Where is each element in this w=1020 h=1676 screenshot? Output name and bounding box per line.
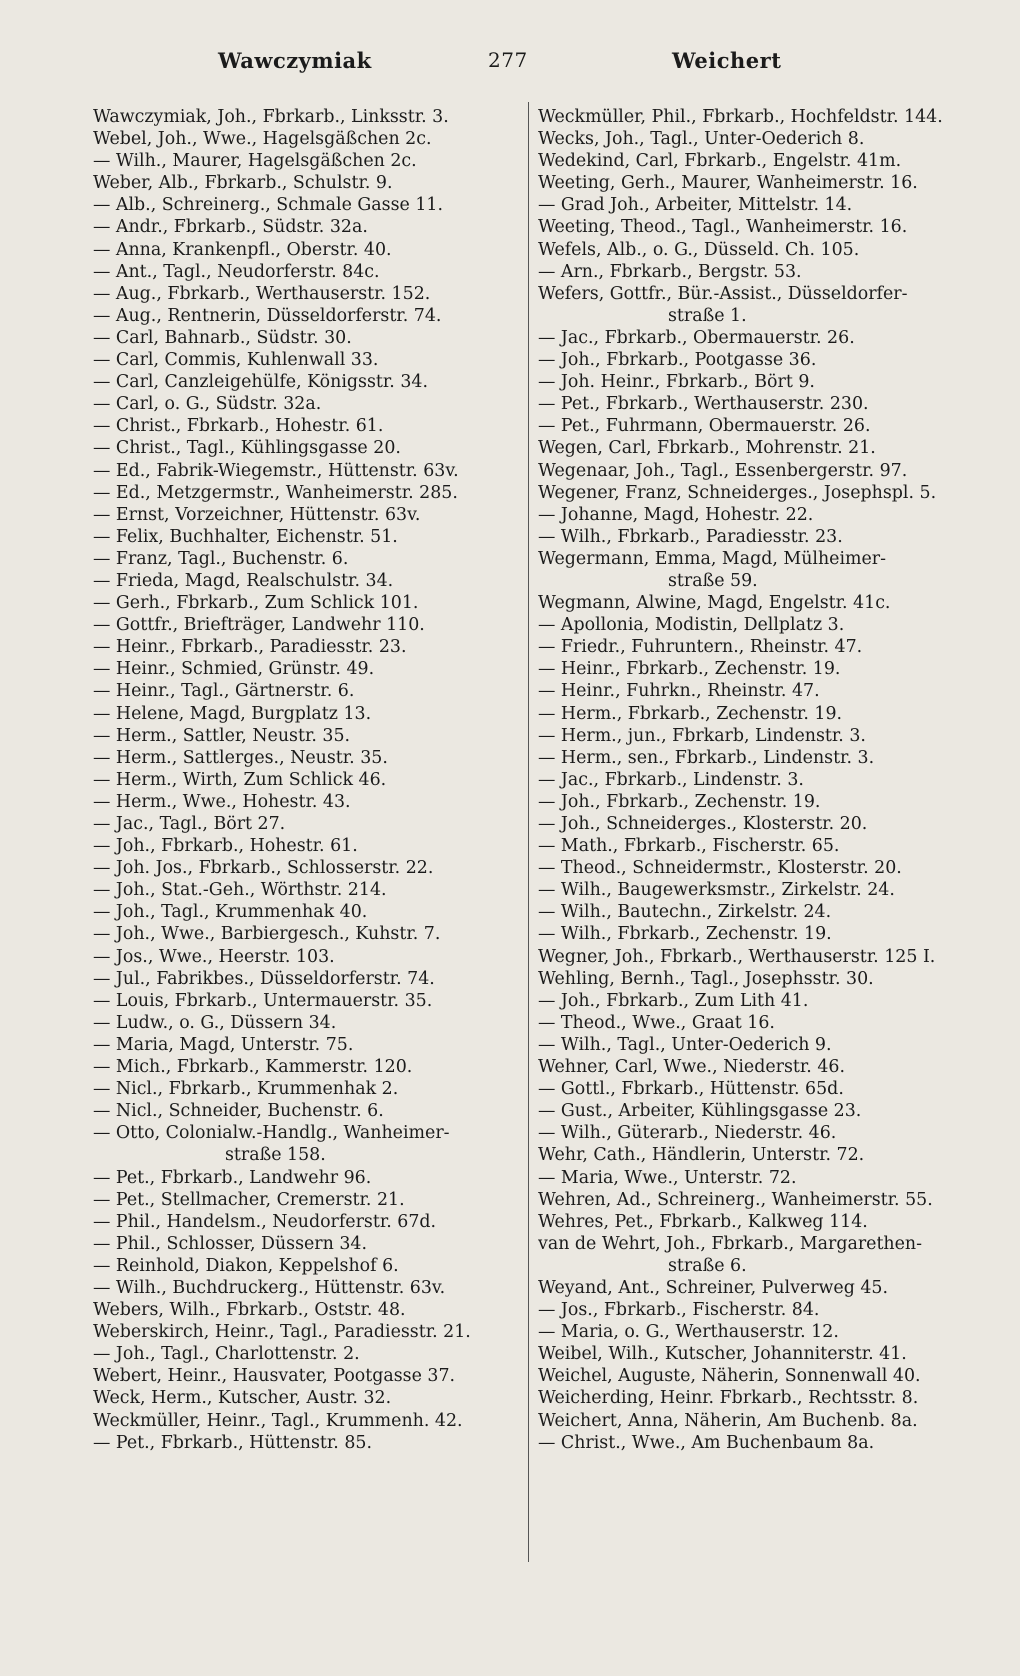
directory-entry: — Louis, Fbrkarb., Untermauerstr. 35.	[93, 990, 433, 1011]
directory-entry: — Gottfr., Briefträger, Landwehr 110.	[93, 615, 425, 636]
directory-entry: — Christ., Wwe., Am Buchenbaum 8a.	[538, 1432, 875, 1453]
directory-entry: — Joh., Wwe., Barbiergesch., Kuhstr. 7.	[93, 924, 441, 945]
directory-entry: — Arn., Fbrkarb., Bergstr. 53.	[538, 261, 802, 282]
directory-entry: — Wilh., Fbrkarb., Paradiesstr. 23.	[538, 526, 843, 547]
directory-entry: Weichert, Anna, Näherin, Am Buchenb. 8a.	[538, 1410, 918, 1431]
directory-entry: — Jac., Fbrkarb., Lindenstr. 3.	[538, 769, 804, 790]
directory-entry: — Otto, Colonialw.-Handlg., Wanheimer-	[93, 1123, 450, 1144]
directory-entry: Weckmüller, Heinr., Tagl., Krummenh. 42.	[93, 1410, 463, 1431]
directory-entry: Weichel, Auguste, Näherin, Sonnenwall 40.	[538, 1366, 921, 1387]
directory-entry: — Joh., Tagl., Krummenhak 40.	[93, 902, 368, 923]
directory-entry: — Gottl., Fbrkarb., Hüttenstr. 65d.	[538, 1079, 844, 1100]
directory-entry: — Herm., sen., Fbrkarb., Lindenstr. 3.	[538, 747, 875, 768]
directory-entry: — Anna, Krankenpfl., Oberstr. 40.	[93, 239, 392, 260]
directory-entry: — Reinhold, Diakon, Keppelshof 6.	[93, 1255, 399, 1276]
directory-entry: — Jul., Fabrikbes., Düsseldorferstr. 74.	[93, 968, 435, 989]
directory-entry: — Grad Joh., Arbeiter, Mittelstr. 14.	[538, 195, 853, 216]
directory-entry: Weber, Alb., Fbrkarb., Schulstr. 9.	[93, 173, 393, 194]
directory-entry: — Heinr., Fuhrkn., Rheinstr. 47.	[538, 681, 820, 702]
directory-entry: — Herm., Sattlerges., Neustr. 35.	[93, 747, 388, 768]
directory-entry: — Andr., Fbrkarb., Südstr. 32a.	[93, 217, 368, 238]
directory-entry: — Pet., Fbrkarb., Werthauserstr. 230.	[538, 394, 869, 415]
directory-entry: — Christ., Fbrkarb., Hohestr. 61.	[93, 416, 384, 437]
directory-entry: Wefers, Gottfr., Bür.-Assist., Düsseldorfer-	[538, 283, 908, 304]
directory-entry: — Joh., Fbrkarb., Zechenstr. 19.	[538, 791, 821, 812]
directory-entry: — Jos., Wwe., Heerstr. 103.	[93, 946, 335, 967]
directory-entry: — Felix, Buchhalter, Eichenstr. 51.	[93, 526, 398, 547]
directory-entry: — Gust., Arbeiter, Kühlingsgasse 23.	[538, 1101, 862, 1122]
directory-entry: — Joh. Heinr., Fbrkarb., Bört 9.	[538, 372, 815, 393]
right-column	[538, 106, 990, 1454]
directory-entry: Wefels, Alb., o. G., Düsseld. Ch. 105.	[538, 239, 860, 260]
directory-entry: — Gerh., Fbrkarb., Zum Schlick 101.	[93, 593, 419, 614]
directory-entry: — Frieda, Magd, Realschulstr. 34.	[93, 570, 394, 591]
directory-entry: Weeting, Gerh., Maurer, Wanheimerstr. 16.	[538, 173, 918, 194]
directory-entry: — Herm., Fbrkarb., Zechenstr. 19.	[538, 703, 843, 724]
directory-entry: Wecks, Joh., Tagl., Unter-Oederich 8.	[538, 129, 865, 150]
directory-entry: Wehren, Ad., Schreinerg., Wanheimerstr. 55.	[538, 1189, 933, 1210]
directory-entry: — Joh. Jos., Fbrkarb., Schlosserstr. 22.	[93, 858, 434, 879]
directory-entry: Wawczymiak, Joh., Fbrkarb., Linksstr. 3.	[93, 107, 449, 127]
directory-entry: — Mich., Fbrkarb., Kammerstr. 120.	[93, 1057, 413, 1078]
directory-entry: — Heinr., Tagl., Gärtnerstr. 6.	[93, 681, 355, 702]
directory-entry: van de Wehrt, Joh., Fbrkarb., Margarethen-	[538, 1233, 923, 1254]
directory-entry: — Ed., Fabrik-Wiegemstr., Hüttenstr. 63v.	[93, 460, 459, 481]
directory-entry: Wegen, Carl, Fbrkarb., Mohrenstr. 21.	[538, 438, 876, 459]
directory-entry-continuation: straße 158.	[225, 1145, 326, 1166]
directory-entry: — Apollonia, Modistin, Dellplatz 3.	[538, 615, 845, 636]
directory-entry: — Johanne, Magd, Hohestr. 22.	[538, 504, 814, 525]
directory-entry: Weyand, Ant., Schreiner, Pulverweg 45.	[538, 1277, 889, 1298]
directory-entry: — Heinr., Fbrkarb., Paradiesstr. 23.	[93, 637, 407, 658]
directory-entry: — Maria, Magd, Unterstr. 75.	[93, 1034, 354, 1055]
directory-entry: Wedekind, Carl, Fbrkarb., Engelstr. 41m.	[538, 151, 902, 172]
directory-entry: — Maria, Wwe., Unterstr. 72.	[538, 1167, 797, 1188]
directory-entry: — Heinr., Fbrkarb., Zechenstr. 19.	[538, 659, 841, 680]
page-header	[0, 48, 1020, 88]
directory-entry: — Herm., Sattler, Neustr. 35.	[93, 725, 351, 746]
directory-entry: — Jac., Tagl., Bört 27.	[93, 814, 286, 834]
directory-entry: — Joh., Tagl., Charlottenstr. 2.	[93, 1344, 360, 1365]
column-divider	[528, 102, 529, 1562]
directory-entry: Wegermann, Emma, Magd, Mülheimer-	[538, 548, 886, 569]
directory-entry: — Friedr., Fuhruntern., Rheinstr. 47.	[538, 637, 863, 658]
directory-entry: — Wilh., Güterarb., Niederstr. 46.	[538, 1123, 837, 1144]
directory-entry: — Aug., Rentnerin, Düsseldorferstr. 74.	[93, 305, 442, 326]
directory-entry: — Ernst, Vorzeichner, Hüttenstr. 63v.	[93, 504, 421, 525]
directory-entry: — Wilh., Maurer, Hagelsgäßchen 2c.	[93, 151, 417, 172]
directory-entry: — Helene, Magd, Burgplatz 13.	[93, 703, 372, 724]
directory-entry: — Pet., Fbrkarb., Hüttenstr. 85.	[93, 1432, 373, 1453]
directory-entry: Wegmann, Alwine, Magd, Engelstr. 41c.	[538, 593, 891, 614]
directory-entry: — Joh., Fbrkarb., Pootgasse 36.	[538, 350, 817, 371]
directory-entry: — Jac., Fbrkarb., Obermauerstr. 26.	[538, 327, 855, 348]
directory-entry: — Ludw., o. G., Düssern 34.	[93, 1012, 337, 1033]
directory-entry: Webel, Joh., Wwe., Hagelsgäßchen 2c.	[93, 129, 432, 150]
directory-entry: — Heinr., Schmied, Grünstr. 49.	[93, 659, 375, 680]
directory-entry: — Herm., Wirth, Zum Schlick 46.	[93, 769, 387, 790]
directory-entry: Webers, Wilh., Fbrkarb., Oststr. 48.	[93, 1300, 406, 1321]
directory-entry: — Carl, o. G., Südstr. 32a.	[93, 394, 322, 415]
directory-entry-continuation: straße 1.	[668, 305, 747, 326]
directory-entry: — Wilh., Tagl., Unter-Oederich 9.	[538, 1034, 832, 1055]
directory-entry: — Carl, Commis, Kuhlenwall 33.	[93, 350, 379, 371]
directory-entry: Wegner, Joh., Fbrkarb., Werthauserstr. 125 I.	[538, 946, 936, 967]
directory-entry: — Franz, Tagl., Buchenstr. 6.	[93, 548, 349, 569]
directory-entry: — Aug., Fbrkarb., Werthauserstr. 152.	[93, 283, 431, 304]
directory-entry: — Carl, Canzleigehülfe, Königsstr. 34.	[93, 372, 428, 393]
directory-entry: — Theod., Wwe., Graat 16.	[538, 1012, 775, 1033]
running-head-left: Wawczymiak	[218, 48, 372, 73]
directory-entry: — Jos., Fbrkarb., Fischerstr. 84.	[538, 1300, 820, 1321]
directory-entry: Webert, Heinr., Hausvater, Pootgasse 37.	[93, 1366, 456, 1387]
directory-entry: Wehling, Bernh., Tagl., Josephsstr. 30.	[538, 968, 874, 989]
directory-entry: — Math., Fbrkarb., Fischerstr. 65.	[538, 836, 840, 857]
directory-entry: — Joh., Fbrkarb., Zum Lith 41.	[538, 990, 809, 1011]
directory-entry: — Pet., Fbrkarb., Landwehr 96.	[93, 1167, 372, 1188]
directory-entry: — Wilh., Buchdruckerg., Hüttenstr. 63v.	[93, 1277, 446, 1298]
directory-entry: Weibel, Wilh., Kutscher, Johanniterstr. 41.	[538, 1344, 907, 1365]
directory-entry: — Herm., Wwe., Hohestr. 43.	[93, 791, 351, 812]
directory-entry: — Ed., Metzgermstr., Wanheimerstr. 285.	[93, 482, 458, 503]
directory-entry: — Nicl., Schneider, Buchenstr. 6.	[93, 1101, 384, 1122]
directory-entry: — Wilh., Fbrkarb., Zechenstr. 19.	[538, 924, 832, 945]
directory-entry: Weberskirch, Heinr., Tagl., Paradiesstr. 21.	[93, 1322, 471, 1343]
directory-entry: — Wilh., Bautechn., Zirkelstr. 24.	[538, 902, 832, 923]
directory-entry: — Phil., Handelsm., Neudorferstr. 67d.	[93, 1211, 437, 1232]
directory-entry: — Phil., Schlosser, Düssern 34.	[93, 1233, 367, 1254]
directory-entry: Weck, Herm., Kutscher, Austr. 32.	[93, 1388, 392, 1409]
directory-entry: — Carl, Bahnarb., Südstr. 30.	[93, 327, 352, 348]
directory-entry: — Maria, o. G., Werthauserstr. 12.	[538, 1322, 839, 1343]
directory-entry: — Joh., Stat.-Geh., Wörthstr. 214.	[93, 880, 387, 901]
directory-entry-continuation: straße 59.	[668, 570, 758, 591]
directory-entry: — Herm., jun., Fbrkarb, Lindenstr. 3.	[538, 725, 866, 746]
directory-entry: — Joh., Fbrkarb., Hohestr. 61.	[93, 836, 358, 857]
directory-entry: — Alb., Schreinerg., Schmale Gasse 11.	[93, 195, 443, 216]
directory-entry: Wehres, Pet., Fbrkarb., Kalkweg 114.	[538, 1211, 868, 1232]
directory-entry: Wehner, Carl, Wwe., Niederstr. 46.	[538, 1057, 845, 1078]
directory-entry: Weeting, Theod., Tagl., Wanheimerstr. 16.	[538, 217, 908, 238]
directory-entry: — Nicl., Fbrkarb., Krummenhak 2.	[93, 1079, 399, 1100]
directory-entry: — Christ., Tagl., Kühlingsgasse 20.	[93, 438, 401, 459]
directory-entry: Wegener, Franz, Schneiderges., Josephspl. 5.	[538, 482, 937, 503]
directory-entry-continuation: straße 6.	[668, 1255, 747, 1276]
directory-entry: Wehr, Cath., Händlerin, Unterstr. 72.	[538, 1145, 865, 1166]
directory-entry: Weicherding, Heinr. Fbrkarb., Rechtsstr. 8.	[538, 1388, 919, 1409]
directory-entry: Weckmüller, Phil., Fbrkarb., Hochfeldstr. 144.	[538, 107, 943, 127]
left-column	[93, 106, 523, 1454]
directory-entry: — Ant., Tagl., Neudorferstr. 84c.	[93, 261, 380, 282]
directory-entry: Wegenaar, Joh., Tagl., Essenbergerstr. 97.	[538, 460, 908, 481]
directory-entry: — Pet., Stellmacher, Cremerstr. 21.	[93, 1189, 405, 1210]
page-number: 277	[488, 48, 528, 72]
directory-entry: — Wilh., Baugewerksmstr., Zirkelstr. 24.	[538, 880, 895, 901]
directory-entry: — Joh., Schneiderges., Klosterstr. 20.	[538, 814, 868, 834]
directory-entry: — Theod., Schneidermstr., Klosterstr. 20.	[538, 858, 902, 879]
directory-entry: — Pet., Fuhrmann, Obermauerstr. 26.	[538, 416, 871, 437]
running-head-right: Weichert	[672, 48, 782, 73]
